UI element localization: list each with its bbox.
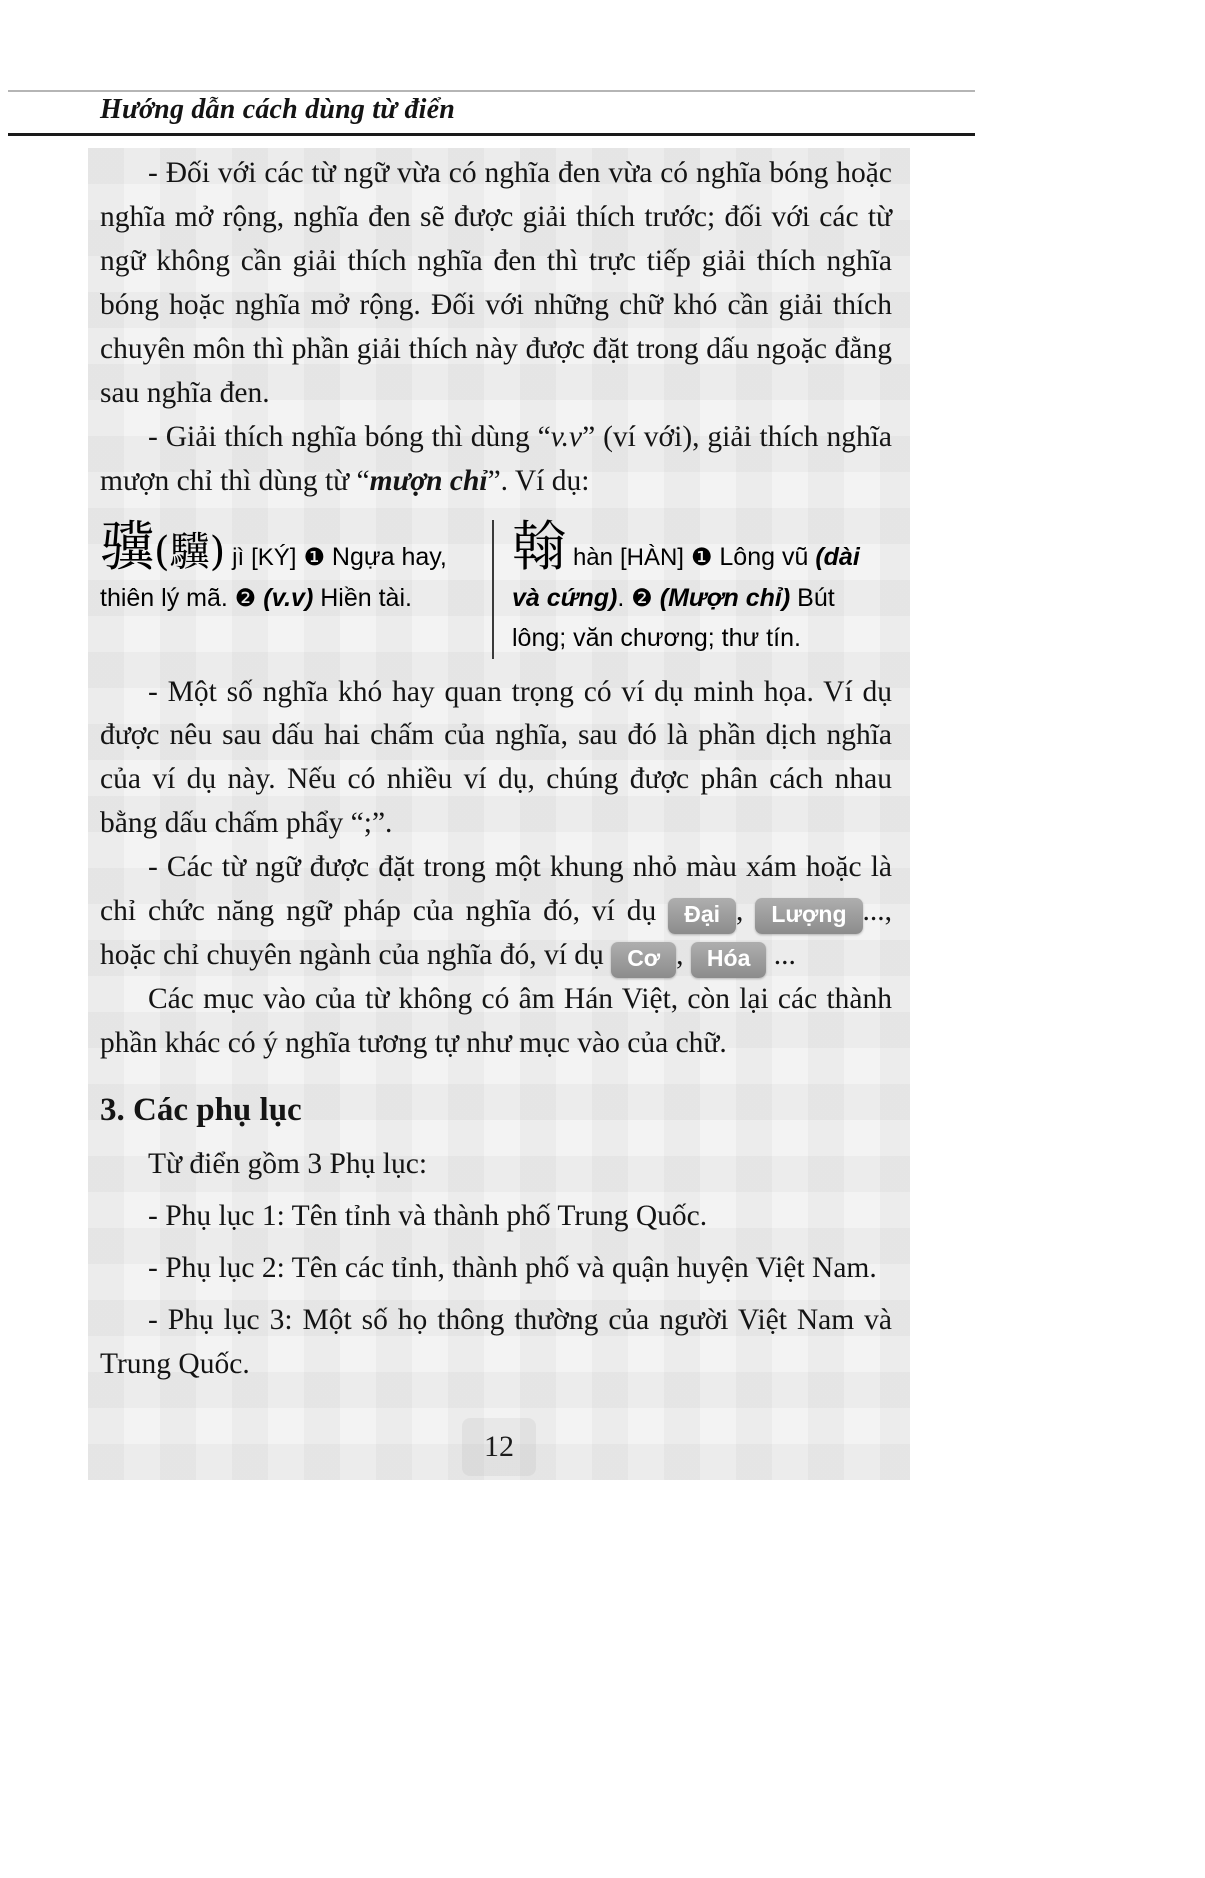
muon-chi-term: mượn chỉ bbox=[369, 464, 488, 497]
sense-1-definition: Lông vũ bbox=[719, 542, 816, 571]
appendix-item-3: - Phụ lục 3: Một số họ thông thường của người Việt Nam và Trung Quốc. bbox=[100, 1303, 892, 1380]
page-number: 12 bbox=[462, 1418, 536, 1476]
sense-2-marker-icon: ❷ bbox=[631, 583, 653, 612]
badge-dai: Đại bbox=[668, 898, 736, 934]
sense-2-definition: Hiền tài. bbox=[320, 583, 412, 612]
sense-2-marker-icon: ❷ bbox=[234, 583, 257, 612]
sense-1-definition: Ngựa hay, thiên lý mã. bbox=[100, 542, 447, 612]
text-run: , bbox=[676, 939, 691, 972]
text-run: - Các từ ngữ được đặt trong một khung nhỏ màu xám hoặc là chỉ chức năng ngữ pháp của nghĩa đó, ví dụ bbox=[100, 851, 892, 928]
sense-1-qualifier: (dài và cứng) bbox=[512, 542, 860, 612]
paragraph-literal-figurative-order: - Đối với các từ ngữ vừa có nghĩa đen vừa có nghĩa bóng hoặc nghĩa mở rộng, nghĩa đen sẽ được giải thích trước; đối với các từ ngữ không cần giải thích nghĩa đen thì trực tiếp giải thích nghĩa bóng hoặc nghĩa mở rộng. Đối với những chữ khó cần giải thích chuyên môn thì phần giải thích này được đặt trong dấu ngoặc đằng sau nghĩa đen. bbox=[100, 157, 892, 409]
header-rule-top bbox=[8, 90, 975, 92]
appendix-intro: Từ điển gồm 3 Phụ lục: bbox=[148, 1148, 428, 1181]
running-header-title: Hướng dẫn cách dùng từ điển bbox=[100, 94, 456, 125]
header-rule-bottom bbox=[8, 133, 975, 136]
text-run: - Giải thích nghĩa bóng thì dùng “ bbox=[148, 420, 551, 453]
dictionary-example-block bbox=[100, 514, 892, 659]
sino-vietnamese-reading: [KÝ] bbox=[251, 543, 297, 571]
paragraph-grey-badges bbox=[100, 846, 892, 978]
paragraph-examples-format: - Một số nghĩa khó hay quan trọng có ví dụ minh họa. Ví dụ được nêu sau dấu hai chấm của nghĩa, sau đó là phần dịch nghĩa của ví dụ này. Nếu có nhiều ví dụ, chúng được phân cách nhau bằng dấu chấm phẩy “;”. bbox=[100, 675, 892, 840]
badge-co: Cơ bbox=[611, 942, 676, 978]
hanzi-traditional-variant: (驥) bbox=[154, 528, 226, 575]
paragraph-figurative-notation bbox=[100, 416, 892, 504]
sino-vietnamese-reading: [HÀN] bbox=[619, 543, 684, 571]
example-entry-han bbox=[492, 514, 892, 659]
hanzi-character-han: 翰 bbox=[512, 514, 566, 578]
example-entry-ky bbox=[100, 514, 492, 659]
hanzi-character-ji: 骥 bbox=[100, 514, 154, 578]
appendix-item-1: - Phụ lục 1: Tên tỉnh và thành phố Trung Quốc. bbox=[148, 1200, 708, 1233]
pinyin-reading: hàn bbox=[572, 543, 613, 571]
appendix-item-2: - Phụ lục 2: Tên các tỉnh, thành phố và quận huyện Việt Nam. bbox=[148, 1251, 877, 1284]
sense-2-usage-label: (Mượn chỉ) bbox=[659, 583, 791, 612]
vv-abbreviation: v.v bbox=[550, 420, 583, 453]
sense-1-marker-icon: ❶ bbox=[303, 542, 325, 571]
text-run: , bbox=[736, 895, 756, 928]
sense-1-period: . bbox=[617, 583, 625, 612]
section-heading-appendices: 3. Các phụ lục bbox=[100, 1092, 302, 1129]
sense-2-definition: Bút lông; văn chương; thư tín. bbox=[512, 583, 835, 652]
text-run: ..., hoặc chỉ chuyên ngành của nghĩa đó, ví dụ bbox=[100, 895, 892, 972]
paragraph-word-entries-note: Các mục vào của từ không có âm Hán Việt, còn lại các thành phần khác có ý nghĩa tương tự như mục vào của chữ. bbox=[100, 983, 892, 1060]
sense-2-usage-label: (v.v) bbox=[263, 583, 314, 612]
page-body bbox=[100, 152, 892, 1387]
sense-1-marker-icon: ❶ bbox=[690, 542, 713, 571]
text-run: ... bbox=[766, 939, 796, 972]
text-run: ”. Ví dụ: bbox=[487, 464, 590, 497]
text-run: ” (ví với), giải thích nghĩa mượn chỉ thì dùng từ “ bbox=[100, 420, 892, 497]
badge-luong: Lượng bbox=[755, 898, 862, 934]
footer bbox=[88, 1418, 910, 1476]
badge-hoa: Hóa bbox=[691, 942, 766, 978]
pinyin-reading: jì bbox=[232, 543, 245, 571]
